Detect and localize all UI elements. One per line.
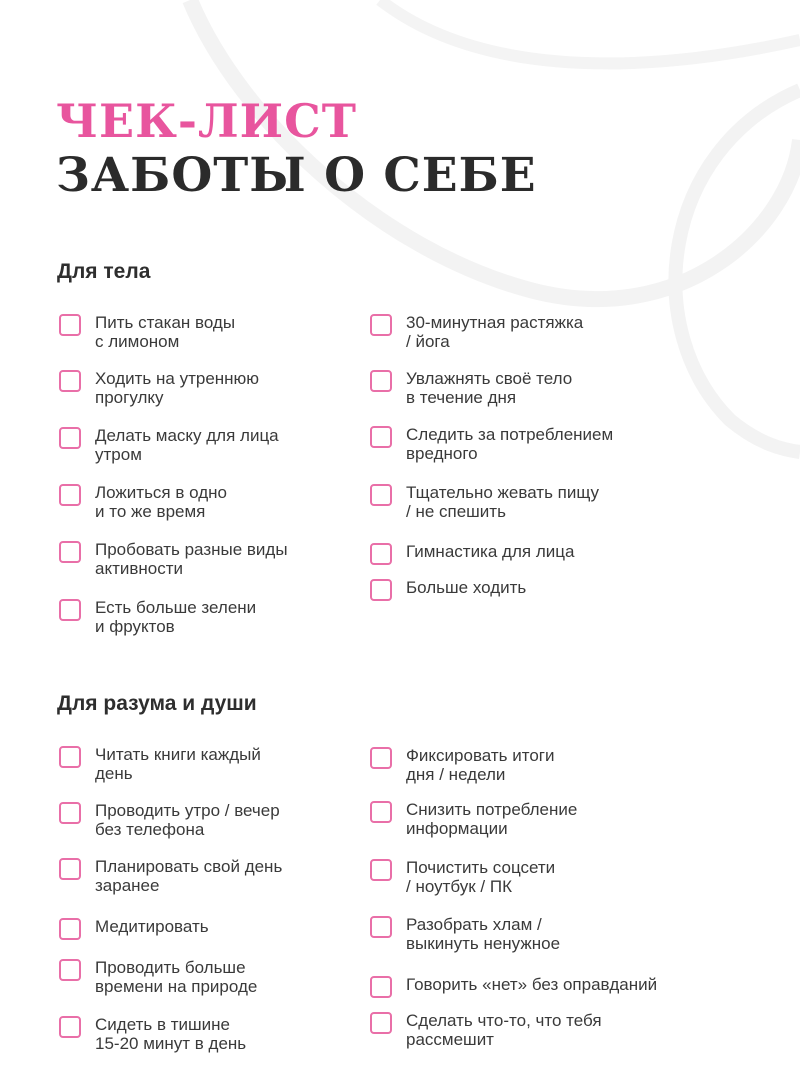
item-label: Пить стакан воды с лимоном xyxy=(95,313,236,351)
checkbox[interactable] xyxy=(59,484,81,506)
item-label: Разобрать хлам / выкинуть ненужное xyxy=(406,915,561,953)
checkbox[interactable] xyxy=(59,918,81,940)
item-label: 30-минутная растяжка / йога xyxy=(406,313,584,351)
checklist-item[interactable] xyxy=(59,540,288,578)
item-label: Проводить больше времени на природе xyxy=(95,958,258,996)
checkbox[interactable] xyxy=(370,426,392,448)
checklist-item[interactable] xyxy=(370,542,574,565)
checkbox[interactable] xyxy=(59,802,81,824)
checklist-item[interactable] xyxy=(59,426,279,464)
item-label: Почистить соцсети / ноутбук / ПК xyxy=(406,858,556,896)
checklist-item[interactable] xyxy=(59,1015,246,1053)
checklist-item[interactable] xyxy=(370,313,583,351)
item-label: Больше ходить xyxy=(406,578,527,597)
checkbox[interactable] xyxy=(370,314,392,336)
checkbox[interactable] xyxy=(370,801,392,823)
checklist-item[interactable] xyxy=(59,745,261,783)
checklist-item[interactable] xyxy=(59,369,259,407)
item-label: Следить за потреблением вредного xyxy=(406,425,614,463)
item-label: Читать книги каждый день xyxy=(95,745,261,783)
checklist-item[interactable] xyxy=(370,858,555,896)
checklist-item[interactable] xyxy=(59,958,257,996)
checklist-item[interactable] xyxy=(370,975,657,998)
checkbox[interactable] xyxy=(59,599,81,621)
checklist-item[interactable] xyxy=(59,917,209,940)
title-accent-line: ЧЕК-ЛИСТ xyxy=(56,94,357,148)
title-main-line: ЗАБОТЫ О СЕБЕ xyxy=(56,148,537,203)
item-label: Ложиться в одно и то же время xyxy=(95,483,227,521)
checkbox[interactable] xyxy=(59,314,81,336)
item-label: Ходить на утреннюю прогулку xyxy=(95,369,260,407)
checklist-item[interactable] xyxy=(59,313,235,351)
section-heading-body: Для тела xyxy=(57,260,151,283)
checklist-item[interactable] xyxy=(370,800,577,838)
item-label: Гимнастика для лица xyxy=(406,542,575,561)
checklist-item[interactable] xyxy=(370,746,554,784)
checkbox[interactable] xyxy=(59,746,81,768)
checklist-item[interactable] xyxy=(59,857,282,895)
section-heading-mind: Для разума и души xyxy=(57,692,257,715)
checkbox[interactable] xyxy=(370,747,392,769)
item-label: Сделать что-то, что тебя рассмешит xyxy=(406,1011,602,1049)
checkbox[interactable] xyxy=(59,959,81,981)
checkbox[interactable] xyxy=(370,370,392,392)
checkbox[interactable] xyxy=(59,541,81,563)
checkbox[interactable] xyxy=(59,427,81,449)
checklist-item[interactable] xyxy=(370,483,599,521)
item-label: Увлажнять своё тело в течение дня xyxy=(406,369,573,407)
checklist-item[interactable] xyxy=(59,598,256,636)
checklist-item[interactable] xyxy=(370,915,560,953)
checkbox[interactable] xyxy=(370,916,392,938)
item-label: Пробовать разные виды активности xyxy=(95,540,288,578)
checklist-item[interactable] xyxy=(370,1011,602,1049)
checklist-item[interactable] xyxy=(59,483,227,521)
checklist-item[interactable] xyxy=(59,801,280,839)
checkbox[interactable] xyxy=(370,1012,392,1034)
checkbox[interactable] xyxy=(370,976,392,998)
checklist-item[interactable] xyxy=(370,369,572,407)
checkbox[interactable] xyxy=(59,370,81,392)
checklist-item[interactable] xyxy=(370,425,613,463)
item-label: Медитировать xyxy=(95,917,209,936)
item-label: Делать маску для лица утром xyxy=(95,426,279,464)
checkbox[interactable] xyxy=(59,858,81,880)
item-label: Планировать свой день заранее xyxy=(95,857,283,895)
checkbox[interactable] xyxy=(59,1016,81,1038)
checkbox[interactable] xyxy=(370,484,392,506)
item-label: Есть больше зелени и фруктов xyxy=(95,598,257,636)
item-label: Сидеть в тишине 15-20 минут в день xyxy=(95,1015,247,1053)
checkbox[interactable] xyxy=(370,579,392,601)
item-label: Тщательно жевать пищу / не спешить xyxy=(406,483,600,521)
checkbox[interactable] xyxy=(370,859,392,881)
item-label: Проводить утро / вечер без телефона xyxy=(95,801,280,839)
item-label: Снизить потребление информации xyxy=(406,800,578,838)
checkbox[interactable] xyxy=(370,543,392,565)
item-label: Говорить «нет» без оправданий xyxy=(406,975,658,994)
checklist-item[interactable] xyxy=(370,578,526,601)
item-label: Фиксировать итоги дня / недели xyxy=(406,746,555,784)
